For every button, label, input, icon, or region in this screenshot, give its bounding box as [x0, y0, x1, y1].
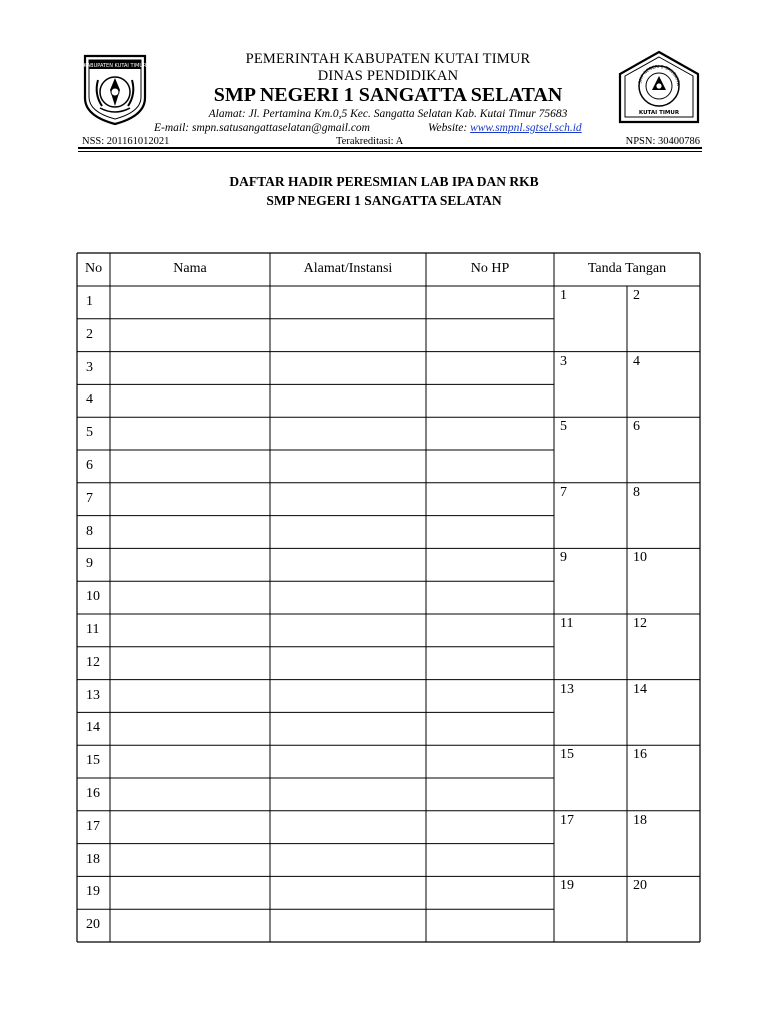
website-label: Website: — [428, 122, 468, 134]
row-number: 14 — [86, 720, 100, 736]
signature-number: 2 — [633, 288, 640, 303]
signature-number: 6 — [633, 419, 640, 435]
signature-number: 12 — [633, 616, 647, 631]
signature-number: 5 — [560, 419, 567, 435]
header-alamat: Alamat/Instansi — [303, 261, 393, 276]
accreditation: Terakreditasi: A — [336, 136, 404, 147]
row-number: 8 — [86, 523, 93, 539]
signature-number: 19 — [560, 878, 574, 894]
email-line: E-mail: smpn.satusangattaselatan@gmail.com — [154, 122, 370, 134]
signature-number: 8 — [633, 484, 640, 500]
document-subtitle: SMP NEGERI 1 SANGATTA SELATAN — [266, 193, 502, 208]
row-number: 4 — [86, 392, 93, 408]
row-number: 1 — [86, 294, 93, 309]
row-number: 11 — [86, 622, 100, 637]
signature-number: 20 — [633, 878, 647, 894]
signature-number: 14 — [633, 681, 647, 697]
header-nama: Nama — [173, 261, 207, 276]
header-tanda-tangan: Tanda Tangan — [587, 261, 667, 276]
signature-number: 11 — [560, 616, 574, 631]
signature-number: 18 — [633, 812, 647, 828]
row-number: 5 — [86, 425, 93, 441]
nss-number: NSS: 201161012021 — [82, 136, 170, 147]
row-number: 6 — [86, 458, 93, 473]
signature-number: 16 — [633, 747, 647, 763]
row-number: 13 — [86, 687, 100, 703]
row-number: 2 — [86, 326, 93, 342]
row-number: 16 — [86, 786, 100, 801]
school-name: SMP NEGERI 1 SANGATTA SELATAN — [213, 84, 563, 106]
row-number: 18 — [86, 851, 100, 867]
signature-number: 9 — [560, 550, 567, 566]
signature-number: 15 — [560, 747, 574, 763]
signature-number: 13 — [560, 681, 574, 697]
row-number: 17 — [86, 818, 100, 834]
signature-number: 17 — [560, 812, 574, 828]
signature-number: 4 — [633, 353, 640, 369]
npsn-number: NPSN: 30400786 — [625, 136, 700, 147]
row-number: 15 — [86, 753, 100, 769]
header-nohp: No HP — [470, 261, 510, 276]
document-title: DAFTAR HADIR PERESMIAN LAB IPA DAN RKB — [229, 174, 539, 189]
row-number: 19 — [86, 884, 100, 900]
signature-number: 7 — [560, 484, 567, 500]
svg-text:KABUPATEN KUTAI TIMUR: KABUPATEN KUTAI TIMUR — [83, 63, 147, 69]
department-line: DINAS PENDIDIKAN — [317, 68, 459, 84]
government-line: PEMERINTAH KABUPATEN KUTAI TIMUR — [245, 51, 531, 67]
row-number: 3 — [86, 359, 93, 375]
svg-text:KUTAI TIMUR: KUTAI TIMUR — [638, 110, 680, 116]
website-link[interactable]: www.smpnl.sgtsel.sch.id — [470, 122, 582, 134]
row-number: 20 — [86, 917, 100, 933]
signature-number: 1 — [560, 288, 567, 303]
svg-text:SMP NEGERI 1 SANGATTA SELATAN: SMP NEGERI 1 SANGATTA — [637, 63, 682, 86]
row-number: 12 — [86, 654, 100, 670]
address-line: Alamat: Jl. Pertamina Km.0,5 Kec. Sangatta Selatan Kab. Kutai Timur 75683 — [208, 108, 568, 120]
row-number: 9 — [86, 556, 93, 572]
header-no: No — [85, 261, 103, 276]
row-number: 7 — [86, 490, 93, 506]
row-number: 10 — [86, 589, 100, 605]
signature-number: 3 — [560, 353, 567, 369]
signature-number: 10 — [633, 550, 647, 566]
